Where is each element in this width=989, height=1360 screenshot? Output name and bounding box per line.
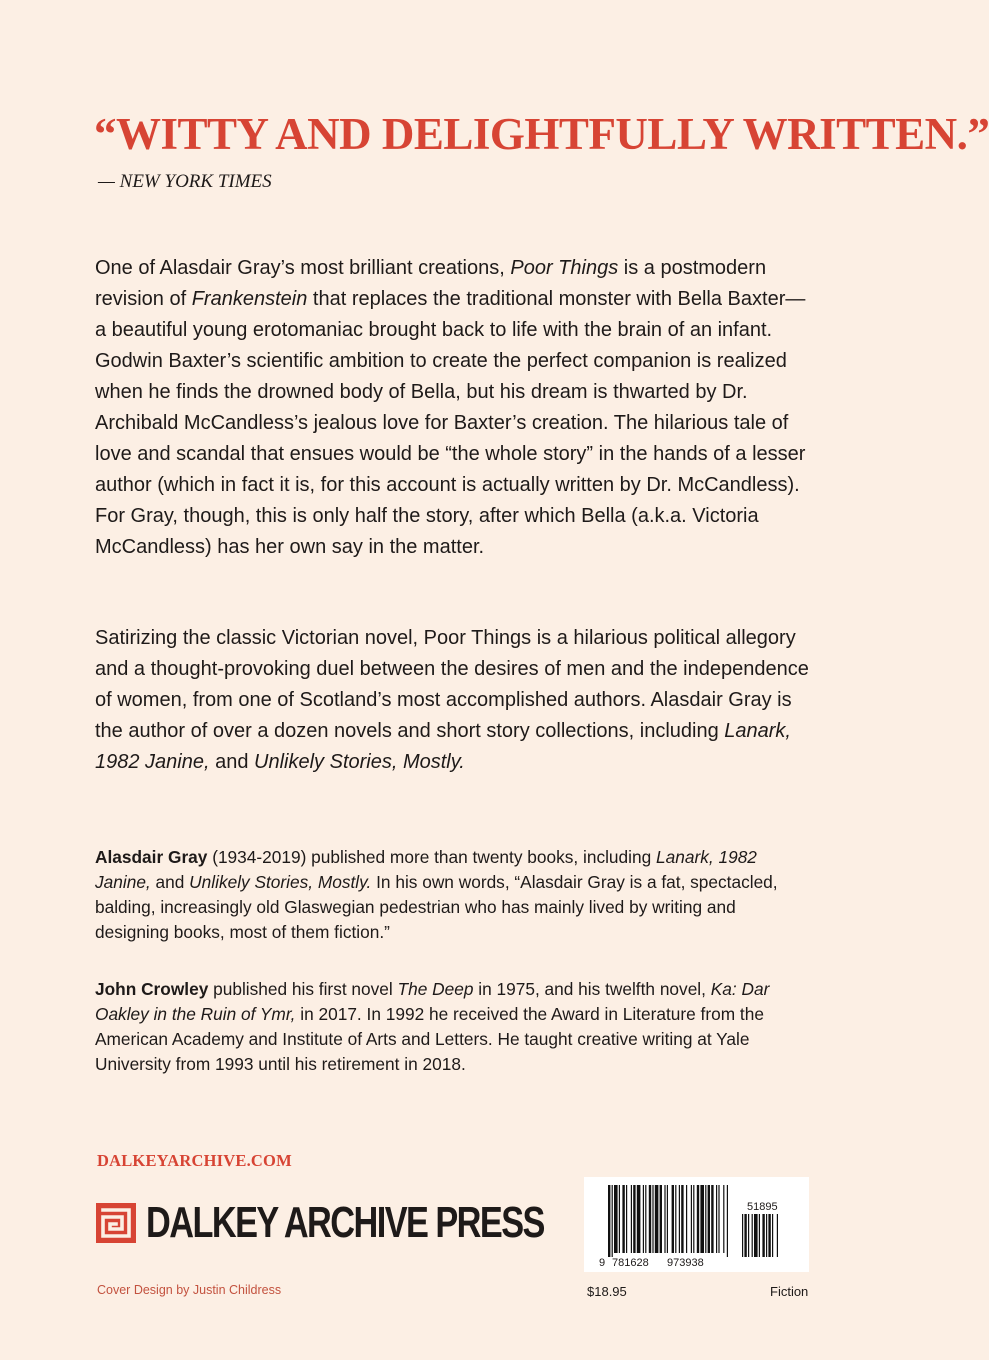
description-paragraph-2: Satirizing the classic Victorian novel, Poor Things is a hilarious political allegory and a thought-provoking duel between the desires of men and the independence of women, from one of Scotland’s most accomplished authors. Alasdair Gray is the author of over a dozen novels and short story collections, including Lanark, 1982 Janine, and Unlikely Stories, Mostly.: [95, 627, 809, 773]
description-paragraph-1: One of Alasdair Gray’s most brilliant creations, Poor Things is a postmodern revision of Frankenstein that replaces the traditional monster with Bella Baxter—a beautiful young erotomaniac brought back to life with the brain of an infant. Godwin Baxter’s scientific ambition to create the perfect companion is realized when he finds the drowned body of Bella, but his dream is thwarted by Dr. Archibald McCandless’s jealous love for Baxter’s creation. The hilarious tale of love and scandal that ensues would be “the whole story” in the hands of a lesser author (which in fact it is, for this account is actually written by Dr. McCandless). For Gray, though, this is only half the story, after which Bella (a.k.a. Victoria McCandless) has her own say in the matter.: [95, 257, 806, 558]
blurb-source: — NEW YORK TIMES: [98, 171, 272, 192]
book-category: Fiction: [770, 1284, 809, 1299]
barcode-price-code: 51895: [747, 1201, 778, 1213]
barcode-isbn-group1: 781628: [612, 1257, 649, 1269]
dalkey-square-spiral-logo-icon: [96, 1203, 136, 1243]
barcode-price-bars: [742, 1214, 778, 1257]
publisher-website: DALKEYARCHIVE.COM: [97, 1151, 292, 1170]
author-bio-crowley: John Crowley published his first novel The Deep in 1975, and his twelfth novel, Ka: Dar Oakley in the Ruin of Ymr, in 2017. In 1992 he received the Award in Literature from the American Academy and Institute of Arts and Letters. He taught creative writing at Yale University from 1993 until his retirement in 2018.: [95, 979, 770, 1074]
barcode-main-bars: [608, 1185, 728, 1257]
barcode-isbn-group2: 973938: [667, 1257, 704, 1269]
cover-design-credit: Cover Design by Justin Childress: [97, 1283, 282, 1297]
isbn-barcode: [584, 1177, 809, 1272]
blurb-quote: “WITTY AND DELIGHTFULLY WRITTEN.”: [94, 109, 989, 159]
barcode-isbn-prefix: 9: [599, 1257, 606, 1269]
publisher-logo: [96, 1198, 656, 1247]
book-price: $18.95: [587, 1284, 627, 1299]
publisher-name: DALKEY ARCHIVE PRESS: [146, 1198, 544, 1247]
author-bio-gray: Alasdair Gray (1934-2019) published more than twenty books, including Lanark, 1982 Janine, and Unlikely Stories, Mostly. In his own words, “Alasdair Gray is a fat, spectacled, balding, increasingly old Glaswegian pedestrian who has mainly lived by writing and designing books, most of them fiction.”: [95, 847, 778, 942]
